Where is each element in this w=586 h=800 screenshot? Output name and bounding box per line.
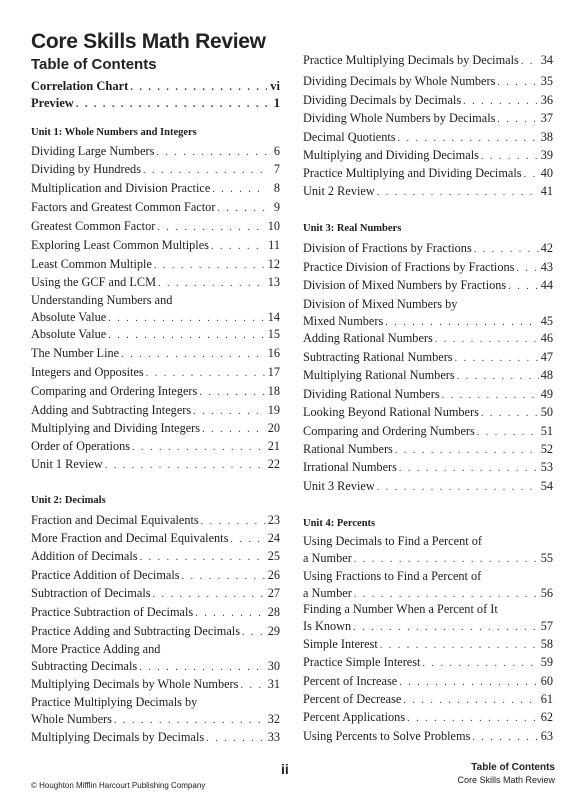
toc-entry[interactable] — [303, 147, 553, 164]
toc-entry[interactable] — [31, 161, 280, 178]
dot-leader — [157, 219, 265, 236]
toc-entry[interactable] — [303, 441, 553, 458]
dot-leader — [158, 275, 266, 292]
toc-heading: Table of Contents — [31, 56, 157, 73]
toc-entry-page: 22 — [267, 457, 280, 471]
toc-entry-correlation-chart[interactable] — [31, 78, 280, 95]
dot-leader — [132, 439, 266, 456]
toc-entry[interactable] — [303, 423, 553, 440]
toc-entry-page: 8 — [273, 181, 280, 195]
toc-entry-title: Subtraction of Decimals — [31, 586, 151, 600]
toc-entry-title: More Fraction and Decimal Equivalents — [31, 531, 229, 545]
toc-entry-page: 52 — [540, 442, 553, 456]
dot-leader — [230, 531, 265, 548]
toc-entry-title: Practice Addition of Decimals — [31, 568, 180, 582]
toc-entry-title-cont: a Number — [303, 586, 352, 600]
copyright-notice: © Houghton Mifflin Harcourt Publishing Company — [31, 781, 206, 790]
toc-entry[interactable] — [31, 729, 280, 746]
toc-entry-title: Multiplying and Dividing Integers — [31, 421, 201, 435]
toc-entry-title: Dividing Decimals by Whole Numbers — [303, 74, 496, 88]
toc-entry-title: Adding Rational Numbers — [303, 331, 433, 345]
toc-entry-page: 48 — [540, 368, 553, 382]
toc-entry-page: 41 — [540, 184, 553, 198]
toc-entry-page: 36 — [540, 93, 553, 107]
toc-entry-page: 47 — [540, 350, 553, 364]
dot-leader — [497, 111, 538, 128]
dot-leader — [217, 200, 267, 217]
dot-leader — [182, 568, 266, 585]
toc-entry-title: Dividing Decimals by Decimals — [303, 93, 462, 107]
toc-entry-page: 30 — [267, 659, 280, 673]
dot-leader — [508, 278, 538, 295]
toc-entry-page: 58 — [540, 637, 553, 651]
dot-leader — [474, 241, 539, 258]
toc-entry-page: 46 — [540, 331, 553, 345]
toc-entry-page: 29 — [267, 624, 280, 638]
toc-entry-page: 38 — [540, 130, 553, 144]
toc-entry-page: 23 — [267, 513, 280, 527]
toc-entry[interactable] — [31, 383, 280, 400]
toc-entry[interactable] — [31, 456, 280, 473]
toc-entry-page: 34 — [540, 53, 553, 67]
toc-entry[interactable] — [31, 567, 280, 584]
dot-leader — [76, 96, 267, 113]
dot-leader — [481, 148, 539, 165]
toc-entry[interactable] — [303, 404, 553, 421]
toc-entry-title: Simple Interest — [303, 637, 378, 651]
toc-entry[interactable] — [303, 165, 553, 182]
toc-entry-title: Practice Multiplying Decimals by — [31, 695, 198, 709]
toc-entry[interactable] — [31, 180, 280, 197]
toc-entry-title: Practice Simple Interest — [303, 655, 421, 669]
toc-entry-page: 28 — [267, 605, 280, 619]
dot-leader — [422, 655, 538, 672]
toc-entry[interactable] — [31, 218, 280, 235]
toc-entry[interactable] — [31, 345, 280, 362]
toc-entry-title: Unit 1 Review — [31, 457, 103, 471]
toc-entry-title: More Practice Adding and — [31, 642, 161, 656]
toc-entry-title: Understanding Numbers and — [31, 293, 173, 307]
toc-entry-title: Unit 3 Review — [303, 479, 375, 493]
toc-entry[interactable] — [303, 459, 553, 476]
toc-entry-page: 39 — [540, 148, 553, 162]
dot-leader — [240, 677, 265, 694]
dot-leader — [377, 184, 539, 201]
toc-entry[interactable] — [31, 143, 280, 160]
toc-entry[interactable] — [303, 296, 553, 330]
toc-entry[interactable] — [31, 512, 280, 529]
dot-leader — [481, 405, 539, 422]
toc-entry-title: Dividing Whole Numbers by Decimals — [303, 111, 496, 125]
dot-leader — [206, 730, 266, 747]
unit-3-heading: Unit 3: Real Numbers — [303, 223, 402, 234]
toc-entry-title: Division of Mixed Numbers by Fractions — [303, 278, 507, 292]
toc-entry[interactable] — [303, 568, 553, 602]
toc-entry-page: 44 — [540, 278, 553, 292]
toc-entry[interactable] — [31, 326, 280, 343]
toc-entry-title-cont: Subtracting Decimals — [31, 659, 138, 673]
toc-entry-title: Division of Fractions by Fractions — [303, 241, 472, 255]
toc-entry[interactable] — [31, 604, 280, 621]
toc-entry-title: Using Percents to Solve Problems — [303, 729, 471, 743]
toc-entry-page: 42 — [540, 241, 553, 255]
toc-entry[interactable] — [31, 585, 280, 602]
toc-entry[interactable] — [303, 533, 553, 567]
toc-entry[interactable] — [31, 364, 280, 381]
toc-entry-page: 21 — [267, 439, 280, 453]
toc-entry-title-cont: Is Known — [303, 619, 352, 633]
toc-entry[interactable] — [31, 420, 280, 437]
toc-entry-title: Percent of Increase — [303, 674, 398, 688]
toc-entry[interactable] — [303, 240, 553, 257]
toc-entry[interactable] — [303, 92, 553, 109]
page-number: ii — [281, 761, 289, 777]
toc-entry-title-cont: Mixed Numbers — [303, 314, 384, 328]
dot-leader — [212, 181, 267, 198]
toc-entry-page: 20 — [267, 421, 280, 435]
dot-leader — [524, 166, 539, 183]
toc-entry[interactable] — [31, 623, 280, 640]
toc-entry[interactable] — [303, 386, 553, 403]
toc-entry-title: Decimal Quotients — [303, 130, 396, 144]
dot-leader — [108, 327, 265, 344]
dot-leader — [354, 551, 539, 568]
toc-entry[interactable] — [31, 641, 280, 675]
toc-entry-title: Exploring Least Common Multiples — [31, 238, 209, 252]
toc-entry-page: 40 — [540, 166, 553, 180]
toc-entry-title: Using Decimals to Find a Percent of — [303, 534, 482, 548]
toc-entry-title-cont: a Number — [303, 551, 352, 565]
toc-entry-title: Multiplication and Division Practice — [31, 181, 211, 195]
toc-entry[interactable] — [303, 259, 553, 276]
toc-entry-title: Practice Multiplying and Dividing Decimals — [303, 166, 522, 180]
toc-entry-page: 14 — [267, 310, 280, 324]
dot-leader — [377, 479, 539, 496]
dot-leader — [121, 346, 266, 363]
dot-leader — [353, 619, 539, 636]
toc-entry-page: 26 — [267, 568, 280, 582]
toc-entry[interactable] — [31, 256, 280, 273]
toc-entry[interactable] — [303, 183, 553, 200]
toc-entry-title: Dividing Large Numbers — [31, 144, 155, 158]
toc-entry-page: 62 — [540, 710, 553, 724]
toc-entry-page: 35 — [540, 74, 553, 88]
footer-section-title: Table of Contents — [471, 762, 555, 773]
toc-entry[interactable] — [31, 292, 280, 326]
dot-leader — [146, 365, 266, 382]
dot-leader — [442, 387, 539, 404]
toc-entry-title: Unit 2 Review — [303, 184, 375, 198]
toc-entry-page: 18 — [267, 384, 280, 398]
toc-entry-page: 27 — [267, 586, 280, 600]
dot-leader — [139, 659, 265, 676]
dot-leader — [477, 424, 539, 441]
toc-entry-page: 57 — [540, 619, 553, 633]
toc-entry[interactable] — [303, 673, 553, 690]
dot-leader — [195, 605, 266, 622]
toc-entry-title: Comparing and Ordering Integers — [31, 384, 198, 398]
toc-entry[interactable] — [303, 636, 553, 653]
book-title: Core Skills Math Review — [31, 30, 266, 53]
toc-entry-page: 54 — [540, 479, 553, 493]
footer-book-title: Core Skills Math Review — [457, 775, 555, 785]
toc-entry-title: Preview — [31, 96, 74, 110]
toc-entry[interactable] — [31, 402, 280, 419]
toc-entry-title: Using Fractions to Find a Percent of — [303, 569, 482, 583]
toc-entry-page: 10 — [267, 219, 280, 233]
toc-entry-title: Addition of Decimals — [31, 549, 138, 563]
dot-leader — [199, 384, 265, 401]
toc-entry-page: 9 — [273, 200, 280, 214]
dot-leader — [380, 637, 539, 654]
toc-entry-page: 51 — [540, 424, 553, 438]
toc-entry[interactable] — [303, 367, 553, 384]
toc-entry-page: 63 — [540, 729, 553, 743]
toc-entry-page: 15 — [267, 327, 280, 341]
toc-entry-title: Multiplying Rational Numbers — [303, 368, 455, 382]
dot-leader — [201, 513, 266, 530]
toc-entry-page: 12 — [267, 257, 280, 271]
toc-entry-title: Least Common Multiple — [31, 257, 152, 271]
toc-entry-page: 1 — [273, 96, 280, 110]
dot-leader — [156, 144, 267, 161]
toc-entry-title: Fraction and Decimal Equivalents — [31, 513, 199, 527]
toc-entry[interactable] — [303, 52, 553, 69]
toc-entry[interactable] — [303, 129, 553, 146]
toc-entry-page: 60 — [540, 674, 553, 688]
toc-entry-page: 61 — [540, 692, 553, 706]
toc-entry-page: 17 — [267, 365, 280, 379]
dot-leader — [455, 350, 539, 367]
toc-entry[interactable] — [31, 530, 280, 547]
dot-leader — [193, 403, 266, 420]
dot-leader — [242, 624, 266, 641]
toc-entry[interactable] — [303, 654, 553, 671]
toc-entry-title: Dividing by Hundreds — [31, 162, 141, 176]
running-footer — [457, 762, 555, 786]
toc-entry-title: Comparing and Ordering Numbers — [303, 424, 475, 438]
dot-leader — [140, 549, 266, 566]
dot-leader — [463, 93, 539, 110]
toc-entry-page: 45 — [540, 314, 553, 328]
toc-entry-title-cont: Absolute Value — [31, 310, 107, 324]
toc-entry-page: 13 — [267, 275, 280, 289]
toc-entry[interactable] — [303, 330, 553, 347]
toc-entry-title: The Number Line — [31, 346, 120, 360]
dot-leader — [403, 692, 538, 709]
toc-entry[interactable] — [303, 110, 553, 127]
toc-entry[interactable] — [303, 691, 553, 708]
toc-entry-page: 49 — [540, 387, 553, 401]
toc-entry-title: Practice Division of Fractions by Fractions — [303, 260, 515, 274]
toc-entry-title: Adding and Subtracting Integers — [31, 403, 192, 417]
toc-entry-title: Looking Beyond Rational Numbers — [303, 405, 479, 419]
toc-entry-title: Division of Mixed Numbers by — [303, 297, 458, 311]
toc-entry-page: 25 — [267, 549, 280, 563]
toc-entry[interactable] — [303, 601, 553, 635]
toc-entry[interactable] — [31, 694, 280, 728]
dot-leader — [399, 674, 538, 691]
toc-entry-title: Integers and Opposites — [31, 365, 144, 379]
toc-entry-page: 7 — [273, 162, 280, 176]
toc-entry-page: 6 — [273, 144, 280, 158]
unit-4-heading: Unit 4: Percents — [303, 518, 376, 529]
toc-entry-page: 33 — [267, 730, 280, 744]
toc-entry-page: 53 — [540, 460, 553, 474]
dot-leader — [130, 79, 267, 96]
toc-entry-page: 32 — [267, 712, 280, 726]
toc-entry-title: Irrational Numbers — [303, 460, 397, 474]
dot-leader — [435, 331, 539, 348]
toc-entry-title: Absolute Value — [31, 327, 107, 341]
toc-entry-title: Correlation Chart — [31, 79, 129, 93]
toc-entry-page: vi — [270, 79, 280, 93]
dot-leader — [211, 238, 266, 255]
unit-2-heading: Unit 2: Decimals — [31, 495, 106, 506]
toc-entry-title: Multiplying Decimals by Whole Numbers — [31, 677, 239, 691]
toc-entry-title: Practice Multiplying Decimals by Decimals — [303, 53, 519, 67]
dot-leader — [108, 310, 265, 327]
toc-entry-title: Multiplying and Dividing Decimals — [303, 148, 479, 162]
toc-entry-page: 19 — [267, 403, 280, 417]
toc-entry-title: Finding a Number When a Percent of It — [303, 602, 498, 616]
dot-leader — [516, 260, 538, 277]
toc-entry[interactable] — [31, 274, 280, 291]
toc-entry-title: Greatest Common Factor — [31, 219, 156, 233]
toc-entry-page: 50 — [540, 405, 553, 419]
dot-leader — [398, 130, 539, 147]
dot-leader — [202, 421, 266, 438]
dot-leader — [154, 257, 266, 274]
toc-entry[interactable] — [303, 277, 553, 294]
dot-leader — [457, 368, 539, 385]
toc-entry[interactable] — [31, 676, 280, 693]
toc-column-right — [303, 0, 553, 800]
toc-entry-page: 59 — [540, 655, 553, 669]
toc-entry-title: Multiplying Decimals by Decimals — [31, 730, 205, 744]
toc-entry-page: 43 — [540, 260, 553, 274]
toc-column-left — [31, 0, 280, 800]
toc-entry[interactable] — [31, 199, 280, 216]
toc-entry-page: 16 — [267, 346, 280, 360]
toc-entry-title: Practice Subtraction of Decimals — [31, 605, 194, 619]
toc-entry[interactable] — [303, 478, 553, 495]
dot-leader — [521, 53, 539, 70]
toc-entry-title: Subtracting Rational Numbers — [303, 350, 453, 364]
toc-entry-title: Percent Applications — [303, 710, 406, 724]
toc-entry-title: Using the GCF and LCM — [31, 275, 157, 289]
toc-entry-page: 24 — [267, 531, 280, 545]
toc-entry[interactable] — [303, 709, 553, 726]
toc-entry-page: 56 — [540, 586, 553, 600]
toc-entry[interactable] — [303, 349, 553, 366]
dot-leader — [105, 457, 266, 474]
toc-entry-title: Rational Numbers — [303, 442, 393, 456]
unit-1-heading: Unit 1: Whole Numbers and Integers — [31, 127, 197, 138]
dot-leader — [395, 442, 539, 459]
toc-entry-page: 11 — [268, 238, 280, 252]
dot-leader — [143, 162, 267, 179]
toc-entry-title: Dividing Rational Numbers — [303, 387, 440, 401]
dot-leader — [472, 729, 538, 746]
toc-entry[interactable] — [31, 237, 280, 254]
toc-entry-preview[interactable] — [31, 95, 280, 112]
toc-entry-page: 37 — [540, 111, 553, 125]
toc-entry-title: Percent of Decrease — [303, 692, 402, 706]
toc-entry-title: Order of Operations — [31, 439, 131, 453]
toc-entry-page: 55 — [540, 551, 553, 565]
toc-entry[interactable] — [31, 548, 280, 565]
dot-leader — [114, 712, 266, 729]
toc-entry[interactable] — [31, 438, 280, 455]
dot-leader — [407, 710, 539, 727]
toc-entry-title-cont: Whole Numbers — [31, 712, 112, 726]
dot-leader — [153, 586, 266, 603]
toc-entry-page: 31 — [267, 677, 280, 691]
dot-leader — [399, 460, 539, 477]
toc-entry-title: Practice Adding and Subtracting Decimals — [31, 624, 240, 638]
dot-leader — [385, 314, 538, 331]
toc-entry[interactable] — [303, 73, 553, 90]
toc-entry[interactable] — [303, 728, 553, 745]
dot-leader — [497, 74, 538, 91]
toc-entry-title: Factors and Greatest Common Factor — [31, 200, 216, 214]
